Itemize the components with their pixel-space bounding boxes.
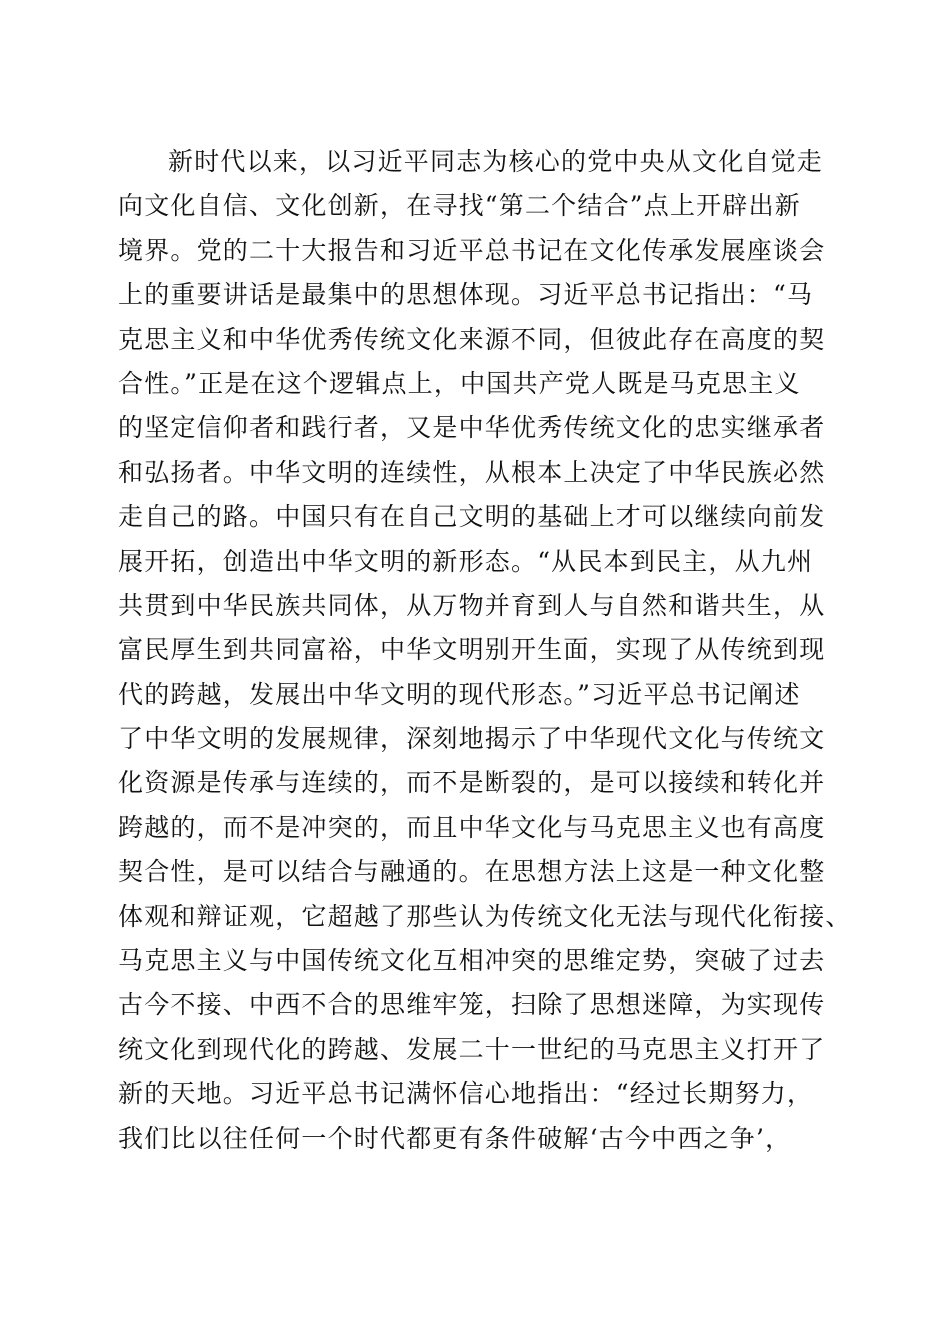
paragraph-line-1: 新时代以来，以习近平同志为核心的党中央从文化自觉走 xyxy=(168,147,824,176)
paragraph-line-5: 克思主义和中华优秀传统文化来源不同，但彼此存在高度的契 xyxy=(118,324,826,354)
body-paragraph xyxy=(118,140,852,1161)
paragraph-line-4: 上的重要讲话是最集中的思想体现。习近平总书记指出：“马 xyxy=(118,280,814,310)
paragraph-line-8: 和弘扬者。中华文明的连续性，从根本上决定了中华民族必然 xyxy=(118,457,826,487)
paragraph-line-22: 新的天地。习近平总书记满怀信心地指出：“经过长期努力， xyxy=(118,1079,814,1109)
paragraph-line-6: 合性。”正是在这个逻辑点上，中国共产党人既是马克思主义 xyxy=(118,368,801,398)
paragraph-line-17: 契合性，是可以结合与融通的。在思想方法上这是一种文化整 xyxy=(118,857,826,887)
paragraph-line-20: 古今不接、中西不合的思维牢笼，扫除了思想迷障，为实现传 xyxy=(118,990,826,1020)
paragraph-line-10: 展开拓，创造出中华文明的新形态。“从民本到民主，从九州 xyxy=(118,546,814,576)
paragraph-line-13: 代的跨越，发展出中华文明的现代形态。”习近平总书记阐述 xyxy=(118,679,801,709)
paragraph-line-7: 的坚定信仰者和践行者，又是中华优秀传统文化的忠实继承者 xyxy=(118,413,826,443)
paragraph-line-23: 我们比以往任何一个时代都更有条件破解‘古今中西之争’， xyxy=(118,1123,792,1153)
paragraph-line-12: 富民厚生到共同富裕，中华文明别开生面，实现了从传统到现 xyxy=(118,635,826,665)
paragraph-line-9: 走自己的路。中国只有在自己文明的基础上才可以继续向前发 xyxy=(118,502,826,532)
paragraph-line-18: 体观和辩证观，它超越了那些认为传统文化无法与现代化衔接、 xyxy=(118,901,852,931)
paragraph-line-21: 统文化到现代化的跨越、发展二十一世纪的马克思主义打开了 xyxy=(118,1034,826,1064)
paragraph-line-19: 马克思主义与中国传统文化互相冲突的思维定势，突破了过去 xyxy=(118,946,826,976)
paragraph-line-14: 了中华文明的发展规律，深刻地揭示了中华现代文化与传统文 xyxy=(118,724,826,754)
paragraph-line-15: 化资源是传承与连续的，而不是断裂的，是可以接续和转化并 xyxy=(118,768,826,798)
paragraph-line-11: 共贯到中华民族共同体，从万物并育到人与自然和谐共生，从 xyxy=(118,590,826,620)
paragraph-line-2: 向文化自信、文化创新，在寻找“第二个结合”点上开辟出新 xyxy=(118,191,801,221)
paragraph-line-3: 境界。党的二十大报告和习近平总书记在文化传承发展座谈会 xyxy=(118,235,826,265)
paragraph-line-16: 跨越的，而不是冲突的，而且中华文化与马克思主义也有高度 xyxy=(118,812,826,842)
